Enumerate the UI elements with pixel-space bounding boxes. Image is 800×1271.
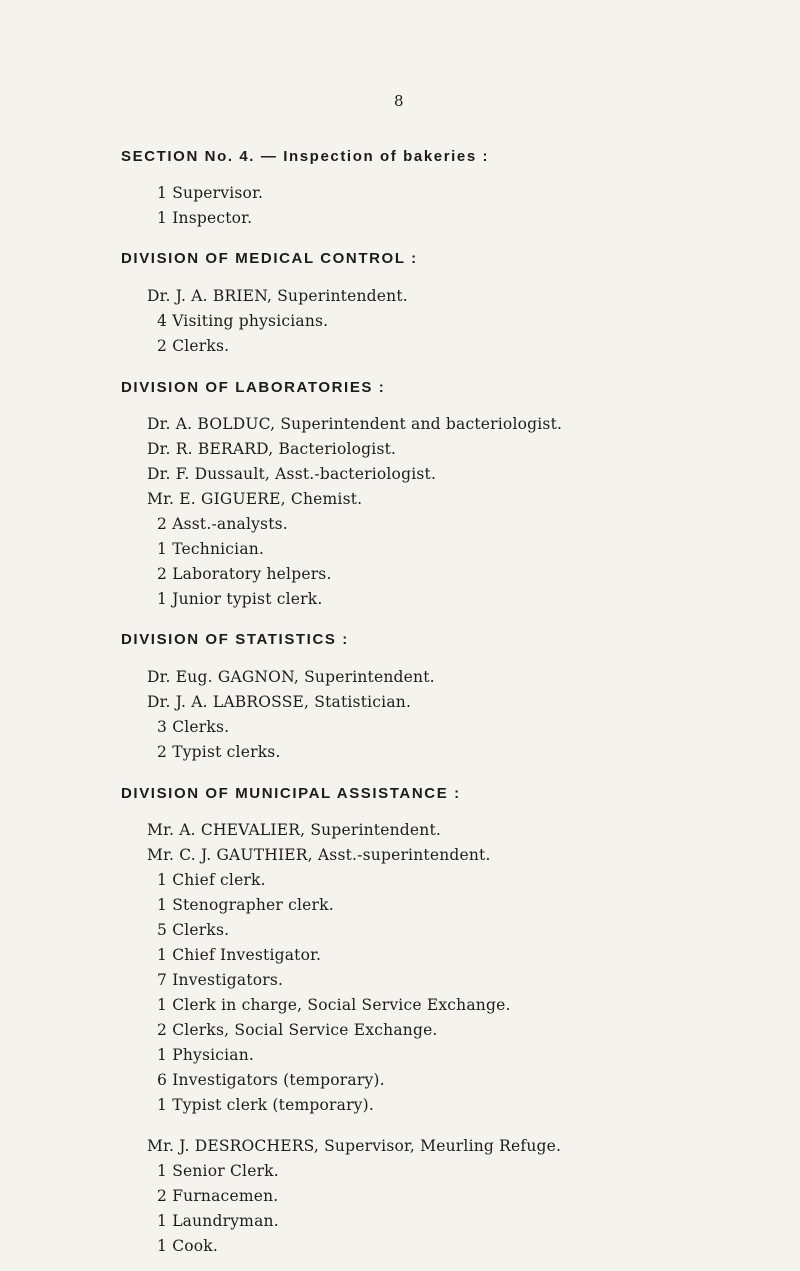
staff-entry: Mr. E. GIGUERE, Chemist. <box>147 490 363 508</box>
staff-entry: 2 Laboratory helpers. <box>157 565 332 583</box>
staff-entry: Mr. C. J. GAUTHIER, Asst.-superintendent. <box>147 846 491 864</box>
staff-entry: Dr. R. BERARD, Bacteriologist. <box>147 440 397 458</box>
staff-entry: Dr. J. A. LABROSSE, Statistician. <box>147 693 412 711</box>
staff-entry: 1 Inspector. <box>157 209 253 227</box>
staff-entry: 1 Stenographer clerk. <box>157 896 334 914</box>
section-heading: SECTION No. 4. — Inspection of bakeries : <box>121 148 490 165</box>
page-number: 8 <box>394 92 404 110</box>
staff-entry: 1 Chief clerk. <box>157 871 266 889</box>
staff-entry: 1 Junior typist clerk. <box>157 590 323 608</box>
staff-entry: 2 Furnacemen. <box>157 1187 279 1205</box>
staff-entry: 1 Physician. <box>157 1046 255 1064</box>
section-heading: DIVISION OF LABORATORIES : <box>121 379 386 396</box>
staff-entry: 1 Cook. <box>157 1237 219 1255</box>
staff-entry: 1 Supervisor. <box>157 184 264 202</box>
staff-entry: 2 Asst.-analysts. <box>157 515 288 533</box>
staff-entry: 2 Typist clerks. <box>157 743 281 761</box>
staff-entry: Dr. F. Dussault, Asst.-bacteriologist. <box>147 465 437 483</box>
section-heading: DIVISION OF MEDICAL CONTROL : <box>121 250 418 267</box>
section-heading: DIVISION OF MUNICIPAL ASSISTANCE : <box>121 785 461 802</box>
staff-entry: Mr. J. DESROCHERS, Supervisor, Meurling Refuge. <box>147 1137 562 1155</box>
staff-entry: 6 Investigators (temporary). <box>157 1071 385 1089</box>
staff-entry: 7 Investigators. <box>157 971 284 989</box>
staff-entry: 4 Visiting physicians. <box>157 312 329 330</box>
staff-entry: 2 Clerks, Social Service Exchange. <box>157 1021 438 1039</box>
staff-entry: 1 Clerk in charge, Social Service Exchange. <box>157 996 511 1014</box>
section-heading: DIVISION OF STATISTICS : <box>121 631 349 648</box>
staff-entry: 1 Laundryman. <box>157 1212 279 1230</box>
staff-entry: Dr. A. BOLDUC, Superintendent and bacteriologist. <box>147 415 563 433</box>
staff-entry: 1 Typist clerk (temporary). <box>157 1096 375 1114</box>
staff-entry: 1 Senior Clerk. <box>157 1162 279 1180</box>
staff-entry: 1 Technician. <box>157 540 265 558</box>
staff-entry: Mr. A. CHEVALIER, Superintendent. <box>147 821 442 839</box>
staff-entry: 5 Clerks. <box>157 921 230 939</box>
staff-entry: 2 Clerks. <box>157 337 230 355</box>
staff-entry: 3 Clerks. <box>157 718 230 736</box>
staff-entry: Dr. J. A. BRIEN, Superintendent. <box>147 287 408 305</box>
staff-entry: 1 Chief Investigator. <box>157 946 322 964</box>
staff-entry: Dr. Eug. GAGNON, Superintendent. <box>147 668 435 686</box>
